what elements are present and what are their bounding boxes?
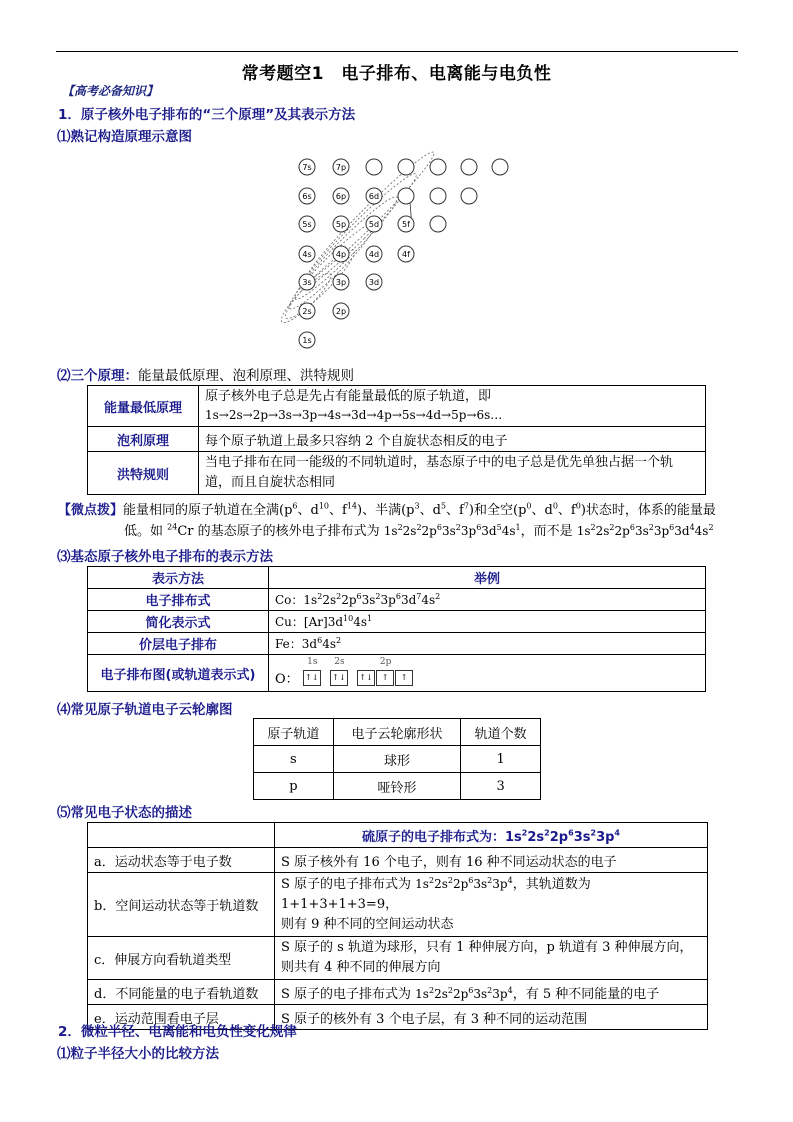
subsection-1-heading: ⑴熟记构造原理示意图 (57, 129, 192, 145)
state-desc: S 原子的电子排布式为 $1s^22s^22p^63s^23p^4$，有 5 种不同能量的电子 (275, 980, 708, 1005)
svg-text:6s: 6s (302, 192, 312, 201)
subsection-2-heading (57, 364, 354, 384)
repr-prefix: Fe： (275, 637, 302, 651)
repr-prefix: O： (275, 672, 299, 687)
tip-label: 【微点拨】 (58, 503, 124, 518)
orbital-2s (299, 303, 315, 319)
state-desc: S 原子的核外有 3 个电子层，有 3 种不同的运动范围 (275, 1005, 708, 1030)
orbital-box-2p: 2p ↑↓ ↑ ↑ (357, 670, 414, 686)
subsection-2-label: ⑵三个原理： (57, 368, 138, 384)
principle-desc (199, 452, 706, 495)
repr-prefix: Co： (275, 593, 304, 607)
state-desc-part: ，有 5 种不同能量的电子 (512, 986, 660, 1002)
repr-name: 简化表示式 (88, 611, 269, 633)
cell: p (254, 773, 334, 800)
orbital-label: 2p (379, 656, 392, 667)
orbital-5d (366, 216, 382, 232)
table-header-row (88, 567, 706, 589)
repr-example: Cu：$[Ar]3d^{10}4s^1$ (269, 611, 706, 633)
section-1-heading: 1．原子核外电子排布的“三个原理”及其表示方法 (58, 107, 356, 123)
orbital-box-1s: 1s ↑↓ (303, 670, 322, 686)
svg-text:2p: 2p (335, 307, 347, 316)
orbital-5s (299, 216, 315, 232)
orbital-label: 1s (307, 656, 318, 667)
svg-text:6d: 6d (368, 192, 380, 201)
table-row (88, 611, 706, 633)
cell: 哑铃形 (333, 773, 461, 800)
orbital-6d (366, 188, 382, 204)
state-label: d．不同能量的电子看轨道数 (88, 980, 275, 1005)
states-table (87, 822, 708, 1030)
orbital-3p (333, 274, 349, 290)
svg-text:4s: 4s (302, 250, 312, 259)
column-header: 原子轨道 (254, 719, 334, 746)
principle-name: 泡利原理 (88, 427, 199, 452)
orbital-box-2s: 2s ↑↓ (330, 670, 349, 686)
blank-header (88, 823, 275, 848)
svg-text:4f: 4f (402, 250, 410, 259)
states-header: 硫原子的电子排布式为：$1s^22s^22p^63s^23p^4$ (275, 823, 708, 848)
orbital-6s (299, 188, 315, 204)
cloud-table (253, 718, 541, 800)
table-row (88, 937, 708, 980)
orbital-4f (398, 246, 414, 262)
svg-text:5d: 5d (368, 220, 380, 229)
page-title: 常考题空1 电子排布、电离能与电负性 (241, 64, 552, 84)
column-header: 轨道个数 (461, 719, 541, 746)
state-desc (275, 937, 708, 980)
state-label: c．伸展方向看轨道类型 (88, 937, 275, 980)
aufbau-diagram (280, 148, 520, 356)
orbital-5f (398, 216, 414, 232)
table-row (88, 633, 706, 655)
subsection-6-heading: ⑴粒子半径大小的比较方法 (57, 1046, 219, 1062)
state-desc-part: 则有 9 种不同的空间运动状态 (281, 917, 454, 932)
table-row (88, 589, 706, 611)
subsection-3-heading: ⑶基态原子核外电子排布的表示方法 (57, 549, 273, 565)
orbital-2p (333, 303, 349, 319)
column-header: 表示方法 (88, 567, 269, 589)
principle-desc-line: 道，而且自旋状态相同 (205, 475, 336, 490)
table-row (88, 655, 706, 692)
svg-text:6p: 6p (335, 192, 347, 201)
tip-text-2: 低。如 (124, 524, 168, 539)
state-desc: S 原子的电子排布式为 $1s^22s^22p^63s^23p^4$，其轨道数为 1+1+3+1+3=9， 则有 9 种不同的空间运动状态 (275, 873, 708, 937)
tip-text: 能量相同的原子轨道在全满(p (123, 503, 293, 518)
table-row (88, 386, 706, 427)
cell: 1 (461, 746, 541, 773)
section-tag: 【高考必备知识】 (62, 84, 159, 98)
svg-text:2s: 2s (302, 307, 312, 316)
principle-desc-line: 当电子排布在同一能级的不同轨道时，基态原子中的电子总是优先单独占据一个轨 (205, 455, 674, 470)
representation-table (87, 566, 706, 692)
orbital-4s (299, 246, 315, 262)
header-rule (56, 51, 738, 52)
orbital-label: 2s (334, 656, 345, 667)
principle-desc-line: 1s→2s→2p→3s→3p→4s→3d→4p→5s→4d→5p→6s… (205, 408, 503, 422)
repr-name: 价层电子排布 (88, 633, 269, 655)
orbital-4d (366, 246, 382, 262)
orbital-5p (333, 216, 349, 232)
repr-name: 电子排布式 (88, 589, 269, 611)
state-desc-part: S 原子的电子排布式为 (281, 877, 416, 892)
table-header-row (254, 719, 541, 746)
column-header: 电子云轮廓形状 (333, 719, 461, 746)
subsection-5-heading: ⑸常见电子状态的描述 (57, 805, 192, 821)
svg-text:4p: 4p (335, 250, 347, 259)
svg-text:3d: 3d (368, 278, 380, 287)
tip-not: ，而不是 (520, 524, 577, 539)
section-2-heading: 2．微粒半径、电离能和电负性变化规律 (58, 1024, 297, 1040)
states-header-text: 硫原子的电子排布式为： (361, 829, 505, 845)
principle-desc-line: 原子核外电子总是先占有能量最低的原子轨道，即 (205, 389, 492, 404)
repr-example (269, 655, 706, 692)
orbital-3s (299, 274, 315, 290)
subsection-4-heading: ⑷常见原子轨道电子云轮廓图 (57, 702, 233, 718)
orbital-7s (299, 159, 315, 175)
cell: 球形 (333, 746, 461, 773)
repr-prefix: Cu：[Ar] (275, 615, 328, 629)
tip-note: 【微点拨】能量相同的原子轨道在全满($p^6$、$d^{10}$、$f^{14}$)、半满($p^3$、$d^5$、$f^7$)和全空($p^0$、$d^0$、$f^0$)状态时，体系的能量最 低。如 $^{24}$Cr 的基态原子的核外电子排布式为 $1s^22s^22p^63s^23p^63d^54s^1$，而不是 $1s^22s^22p^63s^23p^63d^44s^2$ (58, 501, 716, 539)
orbital-6p (333, 188, 349, 204)
table-row (88, 848, 708, 873)
state-desc-part: ，其轨道数为 1+1+3+1+3=9， (281, 877, 591, 912)
state-desc-part: 则共有 4 种不同的伸展方向 (281, 960, 441, 975)
cell: s (254, 746, 334, 773)
table-row (88, 427, 706, 452)
orbital-7p (333, 159, 349, 175)
state-label: a．运动状态等于电子数 (88, 848, 275, 873)
cell: 3 (461, 773, 541, 800)
table-row (88, 980, 708, 1005)
principle-name: 能量最低原理 (88, 386, 199, 427)
repr-example: Fe：$3d^64s^2$ (269, 633, 706, 655)
svg-text:4d: 4d (368, 250, 380, 259)
table-header-row (88, 823, 708, 848)
svg-text:1s: 1s (302, 336, 312, 345)
principle-name: 洪特规则 (88, 452, 199, 495)
svg-text:3s: 3s (302, 278, 312, 287)
state-desc-part: S 原子的 s 轨道为球形，只有 1 种伸展方向，p 轨道有 3 种伸展方向， (281, 940, 693, 955)
tip-cr: Cr 的基态原子的核外电子排布式为 (177, 524, 384, 539)
principle-desc: 每个原子轨道上最多只容纳 2 个自旋状态相反的电子 (199, 427, 706, 452)
state-label: e．运动范围看电子层 (88, 1005, 275, 1030)
orbital-3d (366, 274, 382, 290)
column-header: 举例 (269, 567, 706, 589)
orbital-1s (299, 332, 315, 348)
table-row (254, 746, 541, 773)
svg-text:5s: 5s (302, 220, 312, 229)
svg-text:5f: 5f (402, 220, 410, 229)
orbital-4p (333, 246, 349, 262)
repr-name: 电子排布图(或轨道表示式) (88, 655, 269, 692)
table-row (254, 773, 541, 800)
svg-text:7s: 7s (302, 163, 312, 172)
state-desc-part: S 原子的电子排布式为 (281, 986, 416, 1002)
table-row (88, 873, 708, 937)
principles-table (87, 385, 706, 495)
table-row (88, 452, 706, 495)
state-desc: S 原子核外有 16 个电子，则有 16 种不同运动状态的电子 (275, 848, 708, 873)
state-label: b．空间运动状态等于轨道数 (88, 873, 275, 937)
svg-text:3p: 3p (335, 278, 347, 287)
svg-text:5p: 5p (335, 220, 347, 229)
svg-text:7p: 7p (335, 163, 347, 172)
subsection-2-rest: 能量最低原理、泡利原理、洪特规则 (138, 368, 354, 384)
principle-desc (199, 386, 706, 427)
repr-example: Co：$1s^22s^22p^63s^23p^63d^74s^2$ (269, 589, 706, 611)
